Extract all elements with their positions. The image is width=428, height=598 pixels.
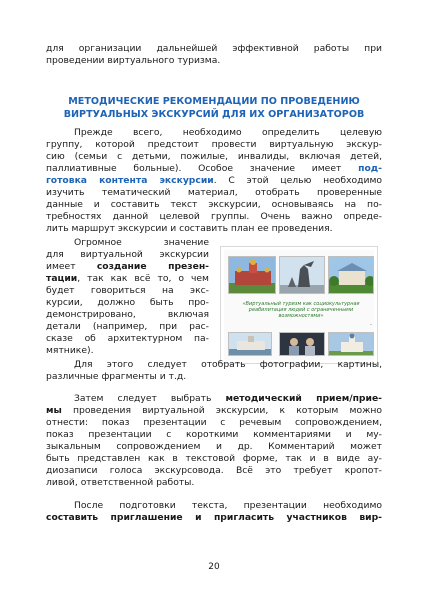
p1-line4-text: паллиативные больные). Особое значение имеет (46, 163, 359, 174)
slide-caption: «Виртуальный туризм как социокультурная реабилитация людей с ограниченными возможностями» (242, 301, 360, 319)
monument-photo (279, 256, 325, 294)
church-photo (328, 332, 374, 356)
page-number: 20 (208, 562, 220, 572)
p1-line4 (46, 163, 382, 175)
p4-line2-text: проведения виртуальной экскурсии, к которым можно (61, 405, 382, 416)
p4-line2 (46, 405, 382, 417)
p4-line1 (46, 393, 382, 405)
p2-line8: детали (например, при рас- (46, 321, 209, 332)
p1-highlight-a: под- (358, 163, 382, 174)
p4-line4: показ презентации с короткими комментариями и му- (46, 429, 382, 440)
p5-line1: После подготовки текста, презентации необходимо (74, 500, 382, 511)
p5-line2: составить приглашение и пригласить участников вир- (46, 512, 382, 523)
p1-line6: изучить тематический материал, отобрать проверенные (46, 187, 382, 198)
p2-line5: будет говориться на экс- (46, 285, 209, 296)
slide-dot: . (370, 320, 372, 327)
p1-line5 (46, 175, 382, 187)
p1-line3: сию (семьи с детьми, пожилые, инвалиды, включая детей, (46, 151, 382, 162)
top-para-line2: проведении виртуального туризма. (46, 55, 221, 66)
p1-line8: требностях данной целевой группы. Очень важно опреде- (46, 211, 382, 222)
p1-line9: лить маршрут экскурсии и составить план ее проведения. (46, 223, 333, 234)
p1-line2: группу, которой предстоит провести виртуальную экскур- (46, 139, 382, 150)
p1-highlight-b: готовка контента экскурсии (46, 175, 214, 186)
p4-bold-b: мы (46, 405, 62, 416)
p4-line3: отнести: показ презентации с речевым сопровождением, (46, 417, 382, 428)
kremlin-photo (228, 256, 276, 294)
p1-line7: данные и составить текст экскурсии, основываясь на по- (46, 199, 382, 210)
p2-line2: для виртуальной экскурсии (46, 249, 209, 260)
p2-bold-b: тации (46, 273, 78, 284)
p1-line1: Прежде всего, необходимо определить целевую (74, 127, 382, 138)
p3-line1: Для этого следует отобрать фотографии, картины, (74, 359, 382, 370)
building-photo (328, 256, 374, 294)
section-heading (46, 96, 382, 121)
p4-line1-text: Затем следует выбрать (74, 393, 226, 404)
p2-bold-a: создание презен- (96, 261, 209, 272)
heading-line2: ВИРТУАЛЬНЫХ ЭКСКУРСИЙ ДЛЯ ИХ ОРГАНИЗАТОРОВ (63, 108, 365, 120)
top-para-line1: для организации дальнейшей эффективной работы при (46, 43, 382, 54)
people-photo (279, 332, 325, 356)
p4-line6: быть представлен как в текстовой форме, так и в виде ау- (46, 453, 382, 464)
p2-line3-text: имеет (46, 261, 97, 272)
p2-line4 (46, 273, 209, 285)
p3-line2: различные фрагменты и т.д. (46, 371, 187, 382)
fountain-photo (228, 332, 272, 356)
p2-line10: мятнике). (46, 345, 94, 356)
p4-bold-a: методический прием/прие- (225, 393, 382, 404)
p2-line6: курсии, должно быть про- (46, 297, 209, 308)
p1-line5-text: . С этой целью необходимо (213, 175, 382, 186)
p2-line4-text: , так как всё то, о чем (77, 273, 209, 284)
p2-line3 (46, 261, 209, 273)
p2-line1: Огромное значение (74, 237, 209, 248)
heading-line1: МЕТОДИЧЕСКИЕ РЕКОМЕНДАЦИИ ПО ПРОВЕДЕНИЮ (68, 96, 360, 107)
presentation-slide-image (220, 246, 378, 364)
p4-line7: диозаписи голоса экскурсовода. Всё это требует кропот- (46, 465, 382, 476)
p2-line7: демонстрировано, включая (46, 309, 209, 320)
p2-line9: сказе об архитектурном па- (46, 333, 209, 344)
p4-line8: ливой, ответственной работы. (46, 477, 195, 488)
p4-line5: зыкальным сопровождением и др. Комментарий может (46, 441, 382, 452)
